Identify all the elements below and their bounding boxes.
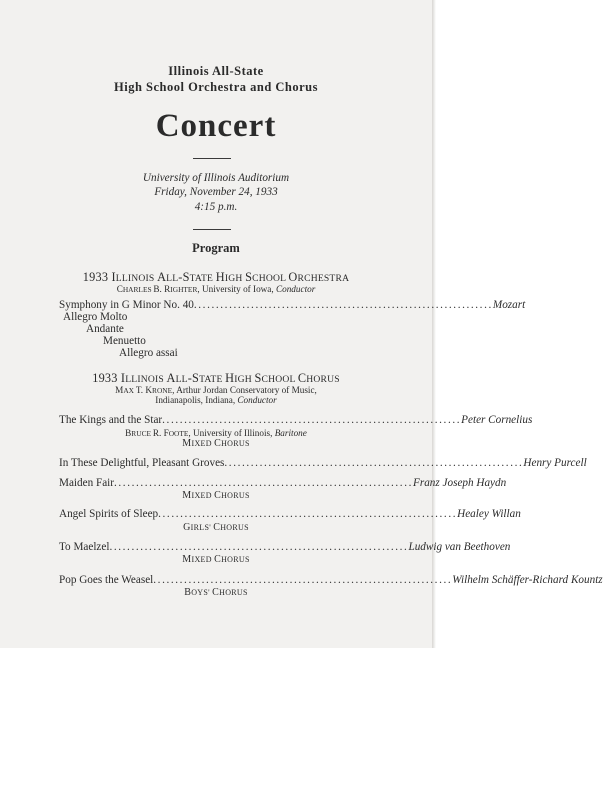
venue-time: 4:15 p.m.: [194, 201, 238, 213]
orchestra-conductor: CHARLES B. RIGHTER, University of Iowa, Conductor: [116, 284, 316, 294]
performer-label: MIXED CHORUS: [182, 438, 250, 449]
concert-title: Concert: [155, 108, 277, 144]
chorus-conductor-line-2: Indianapolis, Indiana, Conductor: [155, 395, 277, 405]
program-item: [59, 508, 521, 520]
performer-label: MIXED CHORUS: [182, 554, 250, 565]
leader-dots: ....................................................................: [114, 477, 413, 489]
venue-date: Friday, November 24, 1933: [154, 186, 278, 198]
piece-title: The Kings and the Star: [59, 414, 163, 426]
venue-place: University of Illinois Auditorium: [142, 172, 290, 184]
movement-item: Allegro assai: [119, 347, 178, 359]
piece-composer: Ludwig van Beethoven: [408, 541, 511, 553]
soloist-credit: BRUCE R. FOOTE, University of Illinois, Baritone: [125, 428, 307, 438]
leader-dots: ....................................................................: [224, 457, 524, 469]
program-item: [59, 541, 511, 553]
leader-dots: ....................................................................: [158, 508, 458, 520]
movement-item: Allegro Molto: [63, 311, 128, 323]
piece-composer: Wilhelm Schäffer-Richard Kountz: [452, 574, 603, 586]
program-item-symphony: [59, 299, 526, 311]
piece-title: To Maelzel: [59, 541, 110, 553]
chorus-conductor: MAX T. KRONE, Arthur Jordan Conservatory of Music,: [115, 385, 317, 395]
program-item: [59, 477, 507, 489]
program-item: [59, 414, 533, 426]
program-item: [59, 574, 603, 586]
leader-dots: ....................................................................: [193, 299, 493, 311]
performer-label: BOYS' CHORUS: [184, 587, 248, 598]
movement-item: Menuetto: [103, 335, 146, 347]
program-item: [59, 457, 587, 469]
piece-composer: Peter Cornelius: [461, 414, 533, 426]
performer-label: GIRLS' CHORUS: [183, 522, 249, 533]
header-line-1: Illinois All-State: [168, 64, 264, 78]
piece-composer: Healey Willan: [457, 508, 521, 520]
program-heading: Program: [192, 241, 240, 255]
piece-composer: Franz Joseph Haydn: [413, 477, 507, 489]
divider-rule: [193, 229, 231, 230]
performer-label: MIXED CHORUS: [182, 490, 250, 501]
piece-title: Symphony in G Minor No. 40: [59, 299, 194, 311]
piece-title: In These Delightful, Pleasant Groves: [59, 457, 225, 469]
orchestra-title: 1933 ILLINOIS ALL-STATE HIGH SCHOOL ORCHESTRA: [82, 270, 350, 284]
header-line-2: High School Orchestra and Chorus: [114, 80, 318, 94]
piece-title: Angel Spirits of Sleep: [59, 508, 159, 520]
movement-item: Andante: [86, 323, 124, 335]
leader-dots: ....................................................................: [162, 414, 462, 426]
piece-title: Pop Goes the Weasel: [59, 574, 154, 586]
chorus-title: 1933 ILLINOIS ALL-STATE HIGH SCHOOL CHORUS: [92, 371, 340, 385]
divider-rule: [193, 158, 231, 159]
leader-dots: ....................................................................: [153, 574, 453, 586]
piece-title: Maiden Fair: [59, 477, 114, 489]
leader-dots: ....................................................................: [109, 541, 409, 553]
piece-composer: Henry Purcell: [523, 457, 587, 469]
piece-composer: Mozart: [492, 299, 526, 311]
